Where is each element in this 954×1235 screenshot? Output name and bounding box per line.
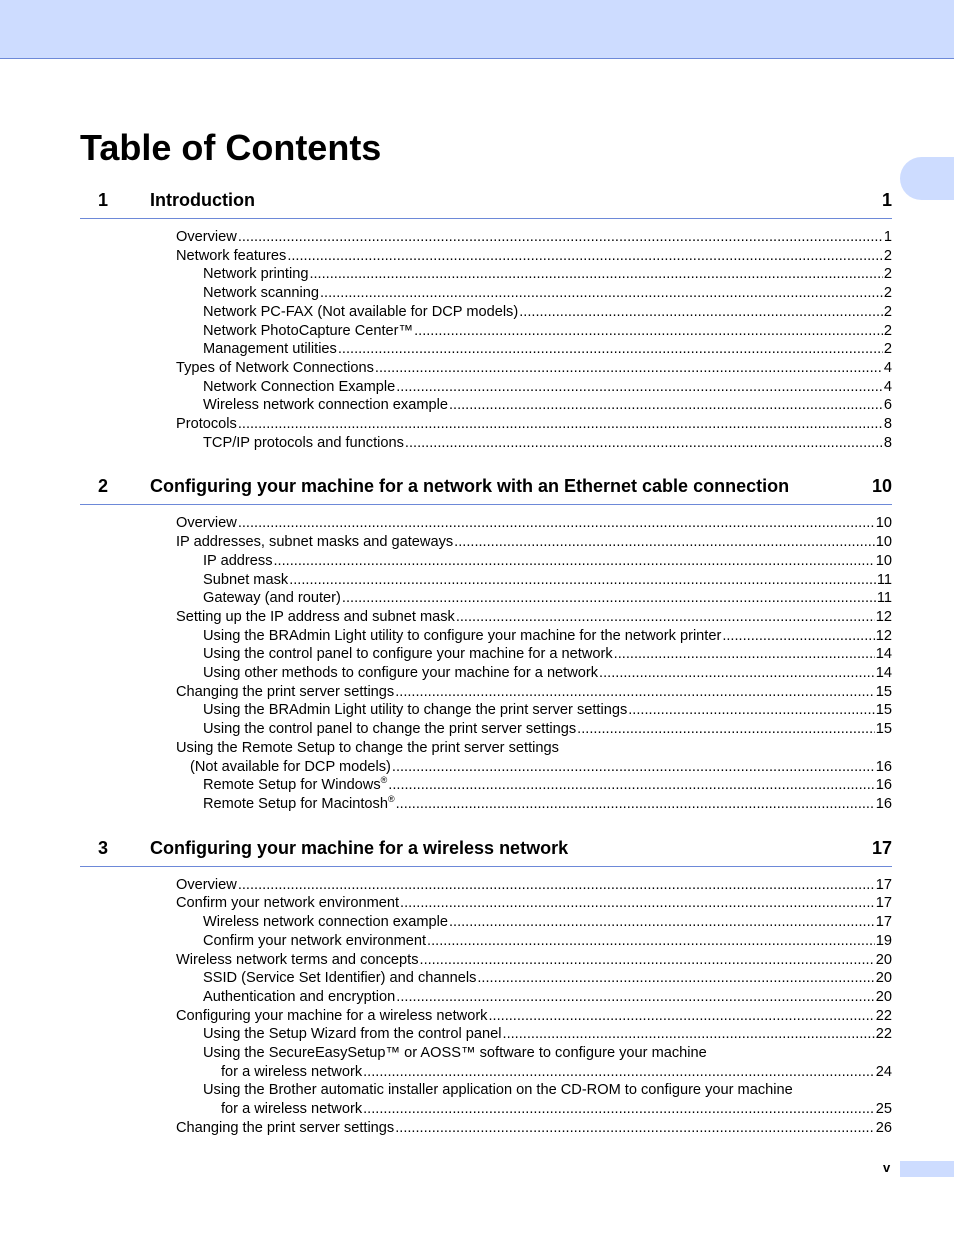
toc-entry-label: Wireless network connection example: [203, 914, 448, 931]
toc-entry[interactable]: [203, 265, 892, 284]
toc-entry-text: [203, 969, 476, 988]
toc-entry-text: [176, 1007, 487, 1026]
toc-entry-label: Management utilities: [203, 341, 337, 358]
toc-entry[interactable]: [203, 552, 892, 571]
dot-leader: [400, 894, 875, 913]
toc-entry-text: [203, 988, 395, 1007]
table-of-contents: [80, 190, 892, 1162]
toc-entry-label: Using other methods to configure your machine for a network: [203, 665, 599, 682]
toc-entry-text: [221, 1100, 362, 1119]
toc-entry[interactable]: [203, 776, 892, 795]
dot-leader: [238, 876, 875, 895]
toc-entry-page: 14: [875, 646, 892, 663]
toc-entry[interactable]: [203, 913, 892, 932]
dot-leader: [392, 758, 875, 777]
toc-entry-label: Network PC-FAX (Not available for DCP models): [203, 303, 519, 320]
toc-entry-page: 16: [875, 777, 892, 794]
toc-entry-text: [203, 378, 395, 397]
toc-entry[interactable]: [176, 1119, 892, 1138]
chapter-section: [80, 190, 892, 452]
dot-leader: [503, 1025, 875, 1044]
toc-entry[interactable]: [203, 795, 892, 814]
toc-entry[interactable]: [203, 627, 892, 646]
dot-leader: [289, 571, 876, 590]
toc-entry[interactable]: [176, 359, 892, 378]
toc-entry-text: [190, 758, 391, 777]
toc-entry-label: Using the control panel to configure your machine for a network: [203, 646, 613, 663]
toc-entry-text: [203, 776, 387, 795]
toc-entry-text: [176, 247, 286, 266]
toc-entry-page: 2: [883, 266, 892, 283]
toc-entry[interactable]: [203, 589, 892, 608]
toc-entry-label: (Not available for DCP models): [190, 758, 391, 775]
toc-entry-label: Using the control panel to change the print server settings: [203, 721, 577, 738]
toc-entry-page: 8: [883, 416, 892, 433]
dot-leader: [405, 434, 883, 453]
dot-leader: [577, 720, 875, 739]
dot-leader: [342, 589, 876, 608]
toc-entry-label: Wireless network terms and concepts: [176, 951, 419, 968]
dot-leader: [449, 396, 883, 415]
toc-entry-page: 10: [875, 515, 892, 532]
toc-entry-label: Protocols: [176, 416, 237, 433]
dot-leader: [628, 701, 875, 720]
toc-entry-page: 17: [875, 895, 892, 912]
toc-entry[interactable]: [203, 969, 892, 988]
toc-entry-label: Configuring your machine for a wireless network: [176, 1007, 488, 1024]
chapter-page: 17: [871, 837, 892, 858]
toc-entry-label: Network scanning: [203, 285, 319, 302]
toc-entry-page: 15: [875, 702, 892, 719]
toc-entry-label: Using the BRAdmin Light utility to change the print server settings: [203, 702, 628, 719]
toc-entry-text: [176, 876, 237, 895]
toc-entry-text: [203, 1044, 707, 1063]
chapter-thumb-tab: [900, 157, 954, 200]
toc-entry-text: [176, 608, 455, 627]
toc-entry[interactable]: [203, 322, 892, 341]
dot-leader: [599, 664, 875, 683]
toc-entry-page: 16: [875, 758, 892, 775]
toc-entry-text: [221, 1063, 362, 1082]
toc-entry[interactable]: [203, 284, 892, 303]
dot-leader: [519, 303, 883, 322]
chapter-section: [80, 476, 892, 813]
toc-entry-text: [203, 664, 598, 683]
toc-entry-text: [203, 720, 576, 739]
toc-entry-text: [203, 627, 721, 646]
toc-entry-label: Overview: [176, 876, 237, 893]
toc-entry-page: 12: [875, 608, 892, 625]
toc-entry-text: [203, 1081, 793, 1100]
toc-entry-page: 22: [875, 1007, 892, 1024]
toc-entry-text: [176, 894, 399, 913]
toc-entry[interactable]: [203, 340, 892, 359]
chapter-heading[interactable]: [80, 190, 892, 219]
toc-entry[interactable]: [203, 378, 892, 397]
chapter-heading[interactable]: [80, 476, 892, 505]
toc-entry-text: [176, 951, 419, 970]
toc-entry[interactable]: [203, 645, 892, 664]
toc-entry-page: 14: [875, 665, 892, 682]
dot-leader: [614, 645, 875, 664]
toc-entry-label: TCP/IP protocols and functions: [203, 434, 404, 451]
toc-entry[interactable]: [203, 720, 892, 739]
toc-entry-page: 15: [875, 721, 892, 738]
toc-entry-page: 17: [875, 914, 892, 931]
toc-entry-label: Gateway (and router): [203, 590, 341, 607]
chapter-number: 3: [98, 837, 109, 858]
toc-entry-label: Remote Setup for Windows: [203, 777, 381, 794]
toc-entry-page: 6: [883, 397, 892, 414]
dot-leader: [238, 514, 875, 533]
toc-entry-label: Setting up the IP address and subnet mask: [176, 608, 455, 625]
chapter-title: Configuring your machine for a wireless network: [150, 837, 569, 858]
dot-leader: [396, 378, 883, 397]
dot-leader: [414, 322, 883, 341]
toc-entry[interactable]: [190, 758, 892, 777]
chapter-title: Introduction: [150, 190, 255, 210]
toc-entry-text: [203, 322, 413, 341]
toc-entry-page: 20: [875, 988, 892, 1005]
toc-entry[interactable]: [176, 739, 892, 758]
toc-entry-label: Using the SecureEasySetup™ or AOSS™ software to configure your machine: [203, 1045, 707, 1062]
toc-entry-text: [176, 739, 559, 758]
toc-entry-label: Network printing: [203, 266, 309, 283]
toc-entry-page: 2: [883, 303, 892, 320]
page-title: Table of Contents: [80, 127, 382, 168]
toc-entry-label: Remote Setup for Macintosh: [203, 795, 388, 812]
toc-entry-text: [176, 1119, 394, 1138]
toc-entry-text: [203, 589, 341, 608]
dot-leader: [363, 1063, 875, 1082]
toc-entry[interactable]: [221, 1100, 892, 1119]
toc-entry-text: [203, 795, 395, 814]
toc-entry-label: IP address: [203, 552, 273, 569]
toc-entry-text: [203, 932, 426, 951]
toc-entry[interactable]: [203, 1025, 892, 1044]
dot-leader: [420, 951, 875, 970]
dot-leader: [395, 1119, 875, 1138]
toc-entry-label: Using the Remote Setup to change the print server settings: [176, 739, 559, 756]
toc-entry-page: 17: [875, 876, 892, 893]
dot-leader: [287, 247, 883, 266]
toc-entry[interactable]: [176, 683, 892, 702]
dot-leader: [454, 533, 875, 552]
chapter-title: Configuring your machine for a network with an Ethernet cable connection: [150, 476, 790, 497]
toc-entry-label: Changing the print server settings: [176, 1119, 395, 1136]
toc-entry[interactable]: [203, 932, 892, 951]
chapter-number: 1: [98, 190, 109, 210]
toc-entry-label: Subnet mask: [203, 571, 289, 588]
toc-entry-text: [203, 645, 613, 664]
toc-entry[interactable]: [203, 303, 892, 322]
toc-entry[interactable]: [176, 876, 892, 895]
toc-entry[interactable]: [176, 1007, 892, 1026]
toc-entry-label: IP addresses, subnet masks and gateways: [176, 534, 454, 551]
toc-entry-text: [203, 701, 627, 720]
toc-entry[interactable]: [203, 571, 892, 590]
toc-entry-label: Authentication and encryption: [203, 988, 396, 1005]
toc-entry-label: Overview: [176, 515, 237, 532]
toc-entry-text: [203, 434, 404, 453]
toc-entry[interactable]: [176, 514, 892, 533]
toc-entry-page: 4: [883, 378, 892, 395]
chapter-heading[interactable]: [80, 838, 892, 867]
toc-entry-text: [203, 571, 288, 590]
chapter-section: [80, 838, 892, 1138]
toc-entry-label: Using the Brother automatic installer application on the CD-ROM to configure your machine: [203, 1082, 793, 1099]
toc-entry-page: 10: [875, 534, 892, 551]
dot-leader: [238, 415, 883, 434]
toc-entry-text: [176, 683, 394, 702]
dot-leader: [338, 340, 883, 359]
toc-entry[interactable]: [203, 434, 892, 453]
toc-entry-label: Overview: [176, 229, 237, 245]
footer-band: [900, 1161, 954, 1177]
toc-entry-label: for a wireless network: [221, 1101, 363, 1118]
toc-entry-label: Network PhotoCapture Center™: [203, 322, 414, 339]
dot-leader: [363, 1100, 875, 1119]
dot-leader: [427, 932, 875, 951]
toc-entry-text: [203, 1025, 502, 1044]
toc-entry-page: 11: [876, 590, 892, 607]
dot-leader: [395, 683, 875, 702]
toc-entry-page: 20: [875, 970, 892, 987]
toc-entry-text: [203, 396, 448, 415]
registered-mark: ®: [387, 793, 395, 804]
toc-entry-label: Confirm your network environment: [176, 895, 400, 912]
dot-leader: [488, 1007, 874, 1026]
toc-entry-page: 22: [875, 1026, 892, 1043]
toc-entry[interactable]: [176, 415, 892, 434]
toc-entry-page: 2: [883, 285, 892, 302]
dot-leader: [722, 627, 874, 646]
chapter-page: 1: [881, 190, 892, 210]
toc-entry-page: 24: [875, 1063, 892, 1080]
dot-leader: [309, 265, 882, 284]
toc-entry-page: 1: [883, 229, 892, 245]
dot-leader: [477, 969, 874, 988]
registered-mark: ®: [380, 775, 388, 786]
toc-entry[interactable]: [176, 228, 892, 247]
chapter-number: 2: [98, 476, 109, 497]
toc-entry-text: [176, 533, 453, 552]
toc-entry-page: 2: [883, 247, 892, 264]
toc-entry[interactable]: [176, 894, 892, 913]
toc-entry-page: 4: [883, 359, 892, 376]
toc-entry[interactable]: [176, 533, 892, 552]
dot-leader: [396, 988, 874, 1007]
toc-entry-page: 16: [875, 795, 892, 812]
toc-entry-label: Using the BRAdmin Light utility to configure your machine for the network printer: [203, 627, 722, 644]
toc-entry-text: [176, 228, 237, 247]
toc-entry-page: 2: [883, 341, 892, 358]
dot-leader: [388, 776, 874, 795]
toc-entry-page: 26: [875, 1119, 892, 1136]
chapter-page: 10: [871, 476, 892, 497]
toc-entry-page: 10: [875, 552, 892, 569]
header-band: [0, 0, 954, 59]
toc-entry-page: 15: [875, 683, 892, 700]
toc-entry[interactable]: [221, 1063, 892, 1082]
toc-entry-text: [203, 303, 518, 322]
toc-entry-label: for a wireless network: [221, 1063, 363, 1080]
toc-entry-label: Network features: [176, 247, 287, 264]
toc-entry-page: 2: [883, 322, 892, 339]
toc-entry-label: Using the Setup Wizard from the control panel: [203, 1026, 502, 1043]
toc-entry-label: Confirm your network environment: [203, 932, 427, 949]
toc-entry-text: [176, 415, 237, 434]
toc-entry[interactable]: [203, 701, 892, 720]
toc-entry[interactable]: [203, 396, 892, 415]
toc-entry-page: 20: [875, 951, 892, 968]
toc-entry-text: [176, 514, 237, 533]
toc-entry-text: [203, 265, 308, 284]
dot-leader: [449, 913, 875, 932]
toc-entry[interactable]: [203, 988, 892, 1007]
toc-entry[interactable]: [203, 664, 892, 683]
toc-entry-text: [203, 284, 319, 303]
toc-entry-text: [203, 340, 337, 359]
dot-leader: [238, 228, 883, 247]
toc-entry-text: [203, 552, 273, 571]
toc-entry[interactable]: [203, 1044, 892, 1063]
toc-entry-text: [203, 913, 448, 932]
toc-entry[interactable]: [203, 1081, 892, 1100]
toc-entry[interactable]: [176, 951, 892, 970]
toc-entry-page: 11: [876, 571, 892, 588]
dot-leader: [274, 552, 875, 571]
toc-entry-page: 12: [875, 627, 892, 644]
toc-entry[interactable]: [176, 247, 892, 266]
dot-leader: [375, 359, 883, 378]
dot-leader: [320, 284, 883, 303]
toc-entry-label: Types of Network Connections: [176, 359, 374, 376]
toc-entry[interactable]: [176, 608, 892, 627]
toc-entry-page: 8: [883, 434, 892, 451]
toc-entry-label: Wireless network connection example: [203, 397, 448, 414]
page-number: v: [883, 1160, 891, 1175]
toc-entry-label: Changing the print server settings: [176, 683, 395, 700]
toc-entry-text: [176, 359, 374, 378]
toc-entry-page: 25: [875, 1101, 892, 1118]
toc-entry-label: SSID (Service Set Identifier) and channels: [203, 970, 477, 987]
toc-entry-label: Network Connection Example: [203, 378, 396, 395]
dot-leader: [456, 608, 875, 627]
dot-leader: [396, 795, 875, 814]
toc-entry-page: 19: [875, 932, 892, 949]
